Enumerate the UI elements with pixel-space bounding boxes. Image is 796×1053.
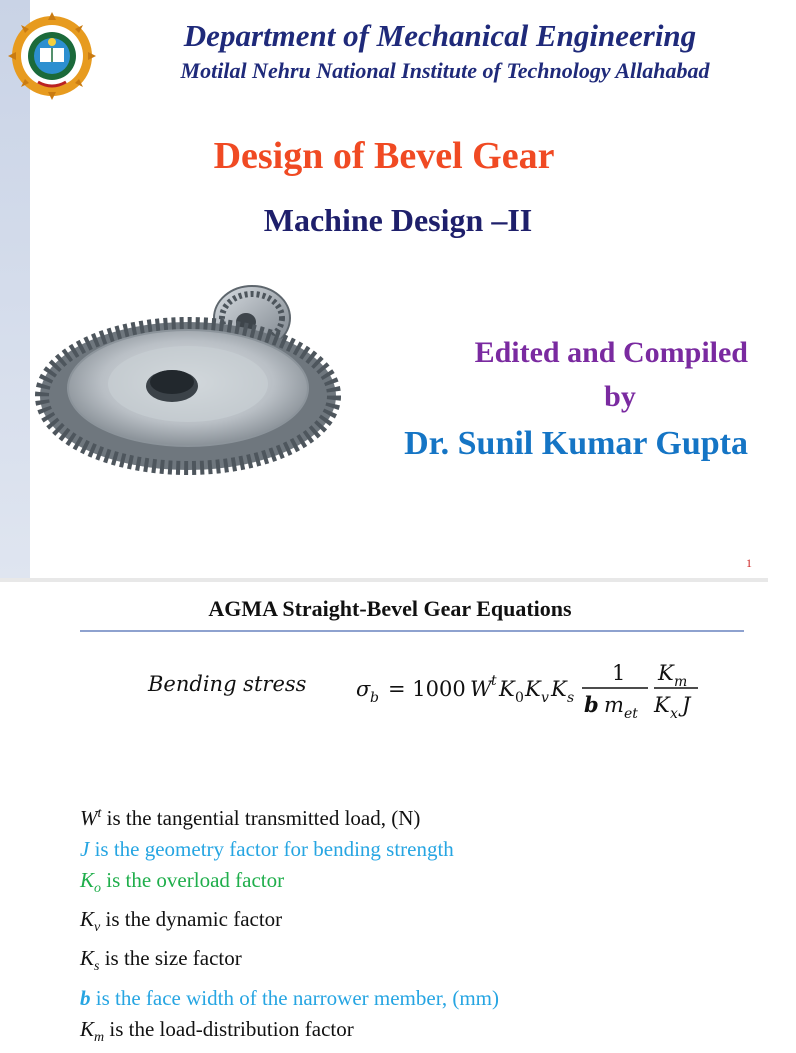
fraction1-numerator: 1 [612, 661, 626, 685]
fraction2-k-sub: m [674, 674, 688, 690]
definition-text: is the face width of the narrower member, (mm) [90, 985, 500, 1010]
definition-text: is the dynamic factor [100, 907, 283, 932]
definition-superscript: t [97, 806, 102, 821]
definition-subscript: s [94, 959, 100, 975]
definition-item [80, 943, 760, 982]
definition-item [80, 983, 760, 1014]
definition-item [80, 904, 760, 943]
presentation-title: Design of Bevel Gear [213, 135, 555, 177]
definition-item [80, 798, 760, 834]
definition-symbol: W [80, 806, 98, 830]
course-subtitle: Machine Design –II [263, 202, 533, 238]
definition-text: is the tangential transmitted load, (N) [101, 806, 421, 830]
institute-logo-icon [8, 12, 96, 100]
definition-text: is the overload factor [101, 868, 285, 892]
w-superscript: t [491, 673, 497, 689]
department-title: Department of Mechanical Engineering [183, 18, 697, 53]
edited-compiled-line: Edited and Compiled [474, 336, 748, 369]
heading-underline [80, 630, 744, 632]
page-number: 1 [746, 556, 752, 570]
definition-symbol: K [80, 946, 95, 971]
ks-subscript: s [567, 690, 575, 706]
sigma-symbol: σ [356, 677, 371, 701]
definition-subscript: v [94, 920, 101, 936]
definition-symbol: b [80, 985, 91, 1010]
definition-item [80, 865, 760, 904]
definition-symbol: J [80, 837, 90, 861]
equation-slide [0, 582, 768, 1045]
definition-item [80, 1014, 760, 1053]
kv-subscript: v [541, 690, 549, 706]
author-name: Dr. Sunil Kumar Gupta [404, 425, 748, 462]
bending-stress-equation [148, 654, 748, 724]
institute-name: Motilal Nehru National Institute of Technology Allahabad [180, 58, 710, 83]
definition-text: is the load-distribution factor [104, 1016, 354, 1041]
equation-label: Bending stress [148, 672, 307, 696]
definition-item [80, 834, 760, 865]
definition-text: is the geometry factor for bending strength [89, 837, 454, 861]
fraction1-sub: et [624, 706, 638, 722]
sigma-subscript: b [370, 690, 379, 706]
equation-formula [348, 654, 748, 724]
ks-symbol: K [551, 677, 567, 701]
fraction1-m: m [604, 693, 624, 717]
fraction2-kx: K [654, 693, 670, 717]
equals-constant: = 1000 [388, 677, 466, 701]
fraction2-kx-sub: x [670, 706, 678, 722]
fraction1-b: b [584, 692, 599, 717]
definition-subscript: m [94, 1029, 105, 1045]
by-line: by [604, 380, 636, 413]
k0-subscript: 0 [515, 690, 524, 706]
fraction2-j: J [682, 693, 691, 717]
definition-symbol: K [80, 907, 95, 932]
definitions-list [80, 798, 760, 1053]
slide-heading: AGMA Straight-Bevel Gear Equations [208, 596, 572, 621]
definition-symbol: K [80, 868, 95, 892]
definition-symbol: K [80, 1016, 95, 1041]
bevel-gear-image [38, 272, 368, 502]
k0-symbol: K [499, 677, 515, 701]
kv-symbol: K [525, 677, 541, 701]
w-symbol: W [470, 677, 492, 701]
fraction2-k: K [658, 661, 674, 685]
definition-subscript: o [94, 881, 102, 897]
definition-text: is the size factor [99, 946, 242, 971]
